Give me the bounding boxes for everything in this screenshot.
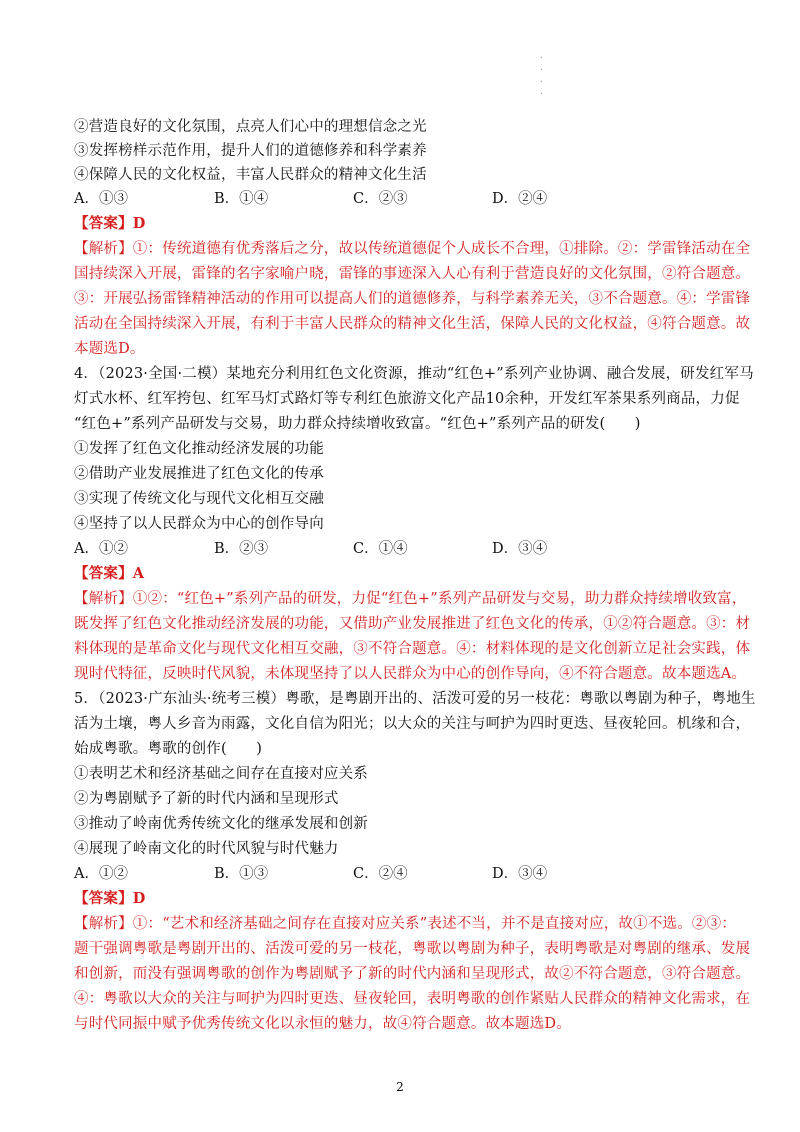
- q3-analysis-line: ③：开展弘扬雷锋精神活动的作用可以提高人们的道德修养，与科学素养无关，③不合题意。④：学雷锋: [74, 291, 751, 307]
- q5-stem-line: 始成粤歌。粤歌的创作( ): [74, 741, 263, 757]
- q4-item-1: ①发挥了红色文化推动经济发展的功能: [74, 441, 324, 457]
- q5-answer: 【答案】D: [74, 890, 146, 907]
- q3-analysis-line: 活动在全国持续深入开展，有利于丰富人民群众的精神文化生活，保障人民的文化权益，④符合题意。故: [74, 316, 751, 332]
- page-number: 2: [396, 1080, 404, 1094]
- q5-option-b: B．①③: [214, 866, 269, 882]
- q3-option-d: D．②④: [492, 191, 548, 207]
- q3-answer: 【答案】D: [74, 215, 146, 232]
- q3-item-4: ④保障人民的文化权益，丰富人民群众的精神文化生活: [74, 167, 427, 183]
- q5-analysis-line: 题干强调粤歌是粤剧开出的、活泼可爱的另一枝花，粤歌以粤剧为种子，表明粤歌是对粤剧的继承、发展: [74, 941, 751, 957]
- q4-option-b: B．②③: [214, 541, 269, 557]
- q3-analysis-line: 本题选D。: [74, 341, 145, 357]
- q4-stem-line: 4．（2023·全国·二模）某地充分利用红色文化资源，推动“红色+”系列产业协调、融合发展，研发红军马: [74, 366, 754, 382]
- q4-answer: 【答案】A: [74, 565, 145, 582]
- q4-options: [74, 537, 734, 557]
- q3-analysis-line: 国持续深入开展，雷锋的名字家喻户晓，雷锋的事迹深入人心有利于营造良好的文化氛围，②符合题意。: [74, 266, 751, 282]
- q4-option-a: A．①②: [74, 541, 128, 557]
- q5-item-4: ④展现了岭南文化的时代风貌与时代魅力: [74, 841, 339, 857]
- q5-option-c: C．②④: [353, 866, 408, 882]
- q5-stem-line: 5．（2023·广东汕头·统考三模）粤歌，是粤剧开出的、活泼可爱的另一枝花：粤歌以粤剧为种子，粤地生: [74, 691, 756, 707]
- q5-stem-line: 活为土壤，粤人乡音为雨露，文化自信为阳光；以大众的关注与呵护为四时更迭、昼夜轮回。机缘和合，: [74, 716, 751, 732]
- q4-analysis-line: 现时代特征，反映时代风貌，未体现坚持了以人民群众为中心的创作导向，④不符合题意。故本题选A。: [74, 666, 747, 682]
- q4-analysis-line: 【解析】①②：“红色+”系列产品的研发，力促“红色+”系列产品研发与交易，助力群众持续增收致富，: [74, 591, 747, 607]
- q4-stem-line: “红色+”系列产品研发与交易，助力群众持续增收致富。“红色+”系列产品的研发( ): [74, 416, 641, 432]
- header-marks: . . . .: [540, 51, 543, 97]
- q5-item-2: ②为粤剧赋予了新的时代内涵和呈现形式: [74, 791, 339, 807]
- q3-item-3: ③发挥榜样示范作用，提升人们的道德修养和科学素养: [74, 143, 427, 159]
- q3-option-c: C．②③: [353, 191, 408, 207]
- q5-item-1: ①表明艺术和经济基础之间存在直接对应关系: [74, 766, 368, 782]
- q5-analysis-line: 【解析】①：“艺术和经济基础之间存在直接对应关系”表述不当，并不是直接对应，故①不选。②③：: [74, 916, 737, 932]
- q5-options: [74, 862, 734, 882]
- q4-analysis-line: 既发挥了红色文化推动经济发展的功能，又借助产业发展推进了红色文化的传承，①②符合题意。③：材: [74, 616, 751, 632]
- q3-option-b: B．①④: [214, 191, 269, 207]
- q3-option-a: A．①③: [74, 191, 128, 207]
- q4-item-4: ④坚持了以人民群众为中心的创作导向: [74, 516, 324, 532]
- q5-analysis-line: 与时代同振中赋予优秀传统文化以永恒的魅力，故④符合题意。故本题选D。: [74, 1016, 571, 1032]
- q4-analysis-line: 料体现的是革命文化与现代文化相互交融，③不符合题意。④：材料体现的是文化创新立足社会实践，体: [74, 641, 751, 657]
- q4-stem-line: 灯式水杯、红军挎包、红军马灯式路灯等专利红色旅游文化产品10余种，开发红军茶果系列商品，力促: [74, 391, 740, 407]
- q3-analysis-line: 【解析】①：传统道德有优秀落后之分，故以传统道德促个人成长不合理，①排除。②：学雷锋活动在全: [74, 241, 751, 257]
- q3-options: [74, 187, 734, 207]
- q5-option-a: A．①②: [74, 866, 128, 882]
- q5-item-3: ③推动了岭南优秀传统文化的继承发展和创新: [74, 816, 368, 832]
- q4-option-c: C．①④: [353, 541, 408, 557]
- q4-item-3: ③实现了传统文化与现代文化相互交融: [74, 491, 324, 507]
- q4-option-d: D．③④: [492, 541, 548, 557]
- q5-analysis-line: ④：粤歌以大众的关注与呵护为四时更迭、昼夜轮回，表明粤歌的创作紧贴人民群众的精神文化需求，在: [74, 991, 751, 1007]
- q3-item-2: ②营造良好的文化氛围，点亮人们心中的理想信念之光: [74, 119, 427, 135]
- q5-analysis-line: 和创新，而没有强调粤歌的创作为粤剧赋予了新的时代内涵和呈现形式，故②不符合题意，③符合题意。: [74, 966, 751, 982]
- q5-option-d: D．③④: [492, 866, 548, 882]
- q4-item-2: ②借助产业发展推进了红色文化的传承: [74, 466, 324, 482]
